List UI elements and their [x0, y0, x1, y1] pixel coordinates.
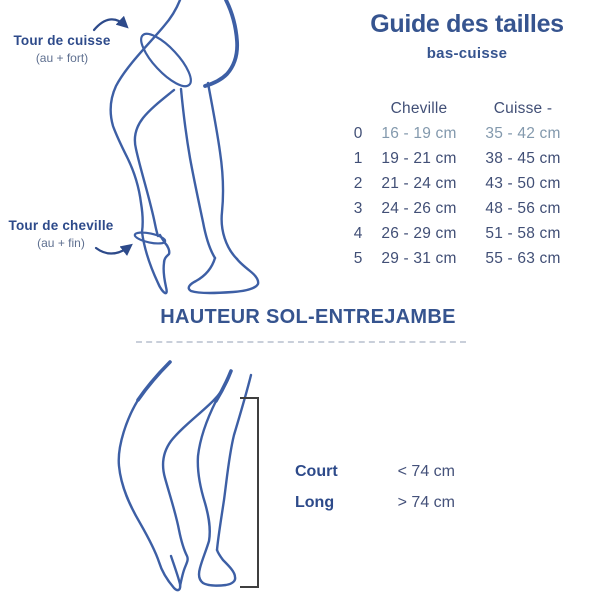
ankle-range: 24 - 26 cm	[381, 199, 457, 217]
thigh-range: 43 - 50 cm	[485, 174, 561, 192]
page-subtitle: bas-cuisse	[426, 45, 508, 62]
size-table	[343, 96, 583, 271]
length-label: Court	[295, 462, 338, 480]
table-row	[343, 121, 583, 146]
ankle-annotation-label: Tour de cheville	[8, 218, 114, 233]
height-bracket	[240, 398, 258, 587]
table-row	[343, 196, 583, 221]
ankle-annotation	[6, 218, 116, 251]
size-value: 2	[353, 174, 363, 192]
table-row	[343, 246, 583, 271]
hip-outline	[205, 0, 237, 86]
leg-outline	[111, 0, 180, 232]
size-value: 5	[353, 249, 363, 267]
far-foot-outline	[189, 258, 258, 293]
size-value: 4	[353, 224, 363, 242]
rear-leg-outline	[119, 400, 180, 590]
front-leg-outline	[216, 371, 231, 401]
thigh-range: 35 - 42 cm	[485, 124, 561, 142]
near-foot-outline	[142, 232, 169, 293]
col-header-thigh: Cuisse -	[493, 99, 553, 117]
thigh-annotation-label: Tour de cuisse	[13, 33, 111, 48]
thigh-range: 55 - 63 cm	[485, 249, 561, 267]
size-value: 0	[353, 124, 363, 142]
ankle-range: 26 - 29 cm	[381, 224, 457, 242]
ankle-range: 16 - 19 cm	[381, 124, 457, 142]
size-value: 3	[353, 199, 363, 217]
thigh-range: 51 - 58 cm	[485, 224, 561, 242]
thigh-range: 38 - 45 cm	[485, 149, 561, 167]
table-row	[343, 171, 583, 196]
front-leg-back-line	[217, 375, 251, 550]
ankle-range: 19 - 21 cm	[381, 149, 457, 167]
dashed-divider	[136, 341, 466, 343]
length-value: > 74 cm	[397, 493, 455, 511]
table-row	[343, 146, 583, 171]
thigh-annotation-sub: (au + fort)	[35, 50, 89, 65]
table-row	[343, 221, 583, 246]
thigh-range: 48 - 56 cm	[485, 199, 561, 217]
far-leg-back	[208, 83, 237, 259]
ankle-range: 29 - 31 cm	[381, 249, 457, 267]
thigh-annotation	[12, 33, 112, 66]
length-label: Long	[295, 493, 335, 511]
size-table-header	[343, 96, 583, 121]
length-options	[295, 456, 455, 518]
section-heading: HAUTEUR SOL-ENTREJAMBE	[160, 306, 456, 328]
inner-leg-line	[135, 90, 174, 236]
front-leg-outline	[198, 401, 235, 586]
guide-header	[338, 10, 596, 62]
rear-leg-outline	[138, 362, 170, 400]
ankle-measure-ellipse	[134, 230, 166, 245]
length-row	[295, 456, 455, 487]
col-header-ankle: Cheville	[390, 99, 448, 117]
length-value: < 74 cm	[397, 462, 455, 480]
size-value: 1	[353, 149, 363, 167]
thigh-measure-ellipse	[134, 27, 198, 93]
ankle-annotation-sub: (au + fin)	[37, 235, 85, 250]
page-title: Guide des tailles	[370, 10, 564, 38]
length-row	[295, 487, 455, 518]
rear-knee-line	[163, 371, 231, 586]
leg-diagram-height	[100, 355, 280, 600]
far-leg-front	[181, 89, 215, 258]
thigh-arrow-icon	[94, 19, 126, 30]
ankle-range: 21 - 24 cm	[381, 174, 457, 192]
